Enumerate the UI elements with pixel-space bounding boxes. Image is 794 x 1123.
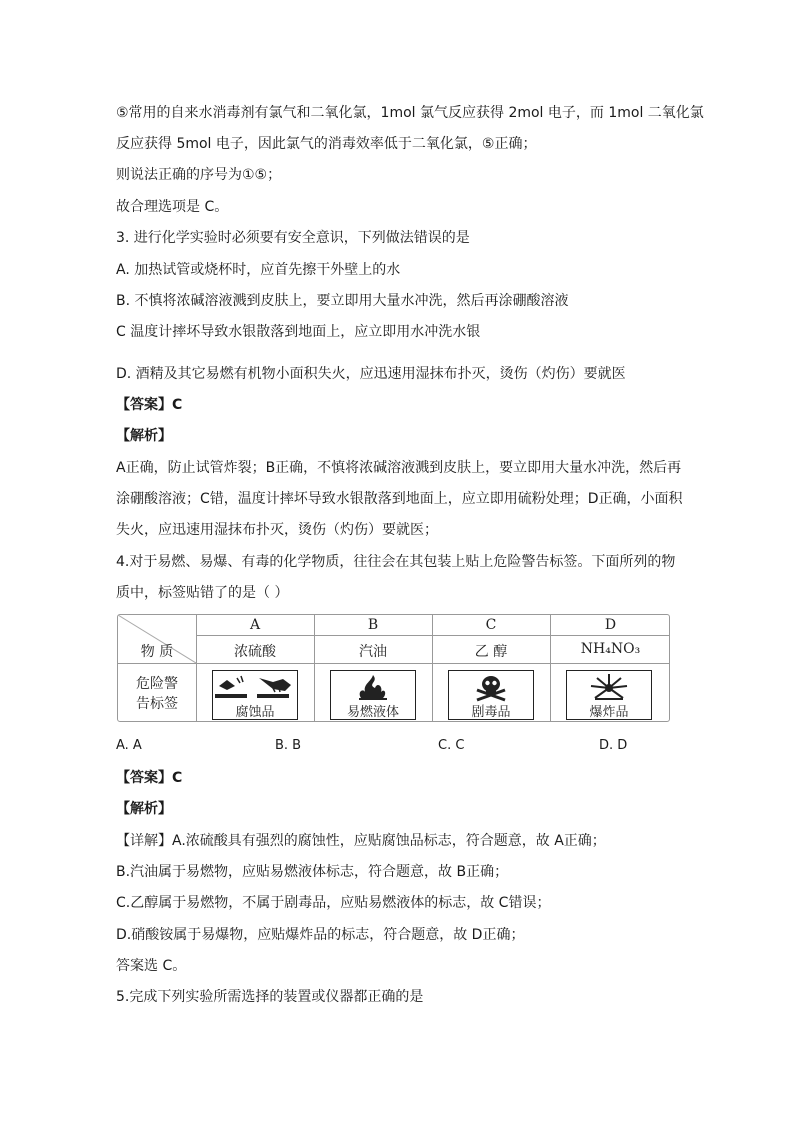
col-head-b: B [367,617,379,633]
substance-b: 汽油 [359,644,387,660]
explosive-icon [567,672,651,702]
corrosive-icon [213,672,297,702]
hazard-label-a [212,670,298,720]
text-line: A正确，防止试管炸裂；B正确，不慎将浓碱溶液溅到皮肤上，要立即用大量水冲洗，然后再 [116,460,682,476]
text-line: C.乙醇属于易燃物，不属于剧毒品，应贴易燃液体的标志，故 C错误； [116,895,551,911]
text-line: 失火，应迅速用湿抹布扑灭，烫伤（灼伤）要就医； [116,522,438,538]
row-label-hazard: 危险警 [136,676,178,692]
substance-c: 乙 醇 [474,644,508,660]
text-line: 【详解】A.浓硫酸具有强烈的腐蚀性，应贴腐蚀品标志，符合题意，故 A正确； [116,833,606,849]
text-line: 涂硼酸溶液；C错，温度计摔坏导致水银散落到地面上，应立即用硫粉处理；D正确，小面积 [116,491,683,507]
question-3: 3. 进行化学实验时必须要有安全意识，下列做法错误的是 [116,230,470,246]
choice-d: D. D [599,738,628,753]
text-line: D.硝酸铵属于易爆物，应贴爆炸品的标志，符合题意，故 D正确； [116,927,525,943]
hazard-label-d [566,670,652,720]
option-d: D. 酒精及其它易燃有机物小面积失火，应迅速用湿抹布扑灭，烫伤（灼伤）要就医 [116,366,626,382]
col-head-c: C [485,617,497,633]
label-corrosive: 腐蚀品 [235,705,275,720]
text-line: 质中，标签贴错了的是（ ） [116,585,289,601]
col-head-d: D [604,617,617,633]
text-line: 答案选 C。 [116,958,187,974]
text-line: ⑤常用的自来水消毒剂有氯气和二氧化氯，1mol 氯气反应获得 2mol 电子，而 1mol 二氧化氯 [116,105,704,121]
substance-a: 浓硫酸 [234,644,276,660]
hazard-label-c [448,670,534,720]
label-toxic: 剧毒品 [471,705,511,720]
choice-c: C. C [438,738,465,753]
option-b: B. 不慎将浓碱溶液溅到皮肤上，要立即用大量水冲洗，然后再涂硼酸溶液 [116,293,569,309]
label-explosive: 爆炸品 [589,705,629,720]
hazard-label-b [330,670,416,720]
answer-heading: 【答案】C [116,770,183,786]
row-label-substance: 物 质 [140,644,174,660]
text-line: 则说法正确的序号为①⑤； [116,167,282,183]
choice-b: B. B [275,738,302,753]
text-line: 故合理选项是 C。 [116,199,229,215]
skull-icon [449,672,533,702]
analysis-heading: 【解析】 [116,801,172,817]
text-line: B.汽油属于易燃物，应贴易燃液体标志，符合题意，故 B正确； [116,864,509,880]
col-head-a: A [249,617,261,633]
hazard-table [117,614,670,722]
flammable-icon [331,672,415,702]
substance-d: NH₄NO₃ [580,641,641,657]
analysis-heading: 【解析】 [116,428,172,444]
option-a: A. 加热试管或烧杯时，应首先擦干外壁上的水 [116,262,401,278]
label-flammable: 易燃液体 [346,705,399,720]
question-5: 5.完成下列实验所需选择的装置或仪器都正确的是 [116,989,424,1005]
question-4: 4.对于易燃、易爆、有毒的化学物质，往往会在其包装上贴上危险警告标签。下面所列的物 [116,554,676,570]
row-label-hazard: 告标签 [136,696,178,712]
option-c: C 温度计摔坏导致水银散落到地面上，应立即用水冲洗水银 [116,324,481,340]
choice-a: A. A [116,738,142,753]
answer-heading: 【答案】C [116,397,183,413]
text-line: 反应获得 5mol 电子，因此氯气的消毒效率低于二氧化氯，⑤正确； [116,136,537,152]
